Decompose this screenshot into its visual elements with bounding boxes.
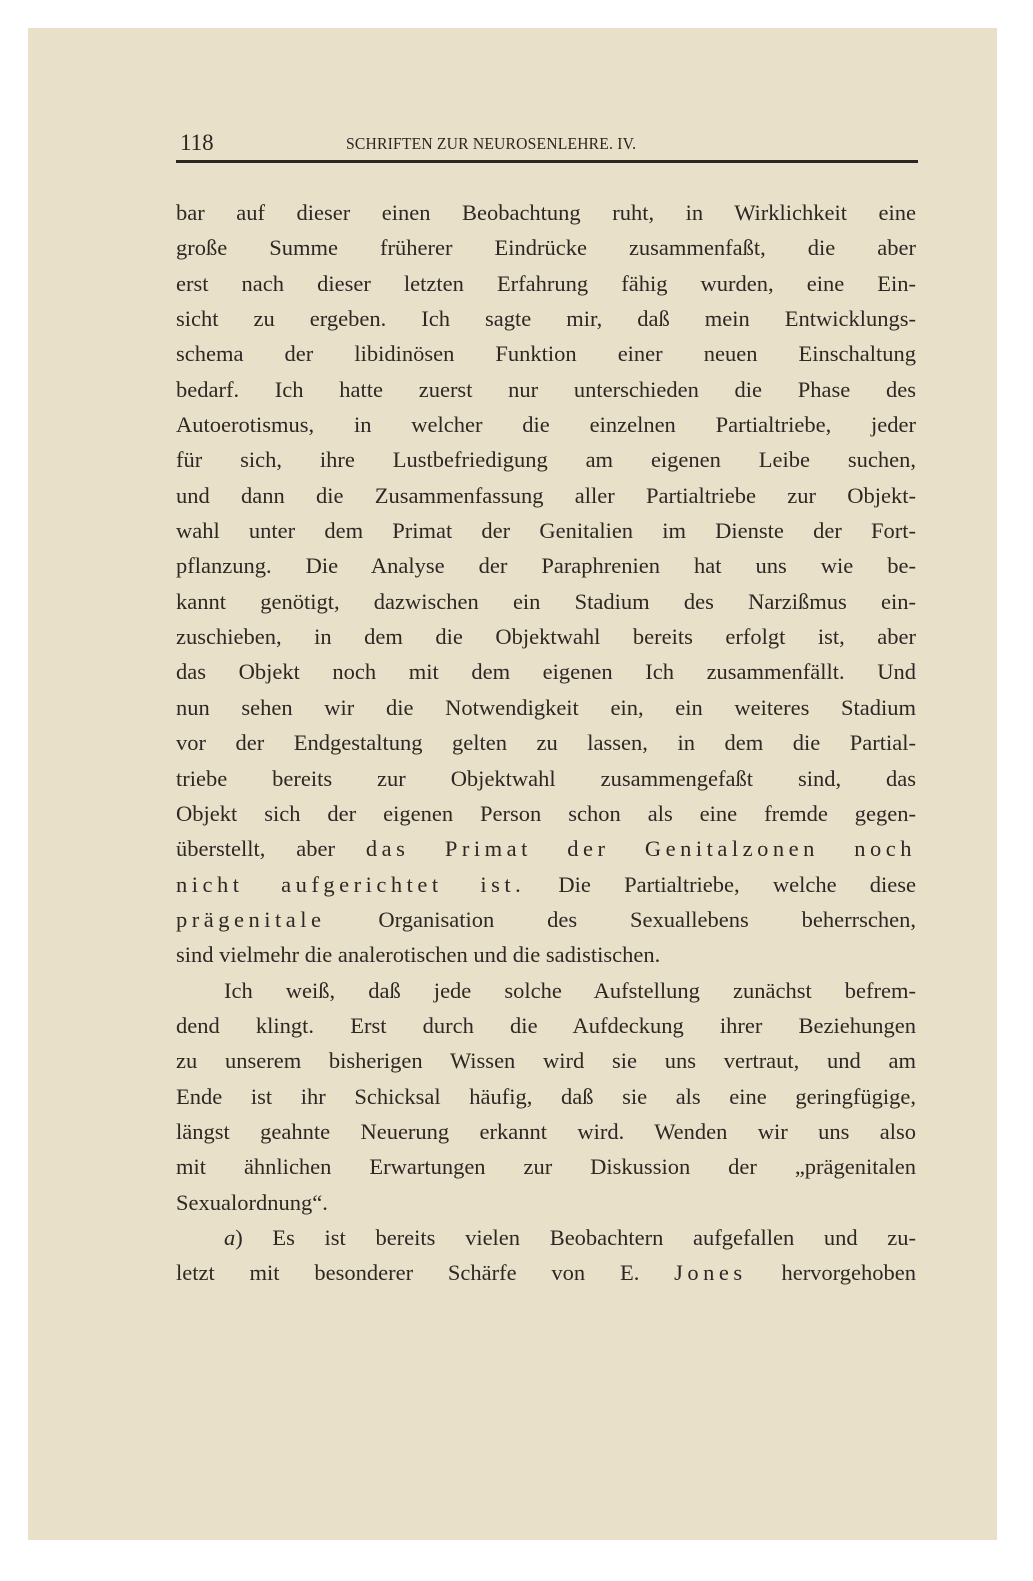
text-line <box>176 301 916 336</box>
text-segment: Organisation des Sexuallebens beherrschen, <box>325 906 916 932</box>
text-segment: und dann die Zusammenfassung aller Partialtriebe zur Objekt- <box>176 482 916 508</box>
text-line <box>176 654 916 689</box>
text-line <box>176 513 916 548</box>
header-rule <box>176 160 918 163</box>
text-segment: hervorgehoben <box>746 1260 916 1286</box>
text-line <box>176 725 916 760</box>
text-segment: schema der libidinösen Funktion einer neuen Einschaltung <box>176 341 916 367</box>
text-segment: ) Es ist bereits vielen Beobachtern aufgefallen und zu- <box>235 1224 916 1250</box>
text-segment: erst nach dieser letzten Erfahrung fähig wurden, eine Ein- <box>176 270 916 296</box>
text-segment: große Summe früherer Eindrücke zusammenfaßt, die aber <box>176 235 916 261</box>
text-line <box>176 1185 916 1220</box>
text-line <box>176 937 916 972</box>
text-segment: zu unserem bisherigen Wissen wird sie uns vertraut, und am <box>176 1048 916 1074</box>
text-segment: zuschieben, in dem die Objektwahl bereits erfolgt ist, aber <box>176 624 916 650</box>
running-title: SCHRIFTEN ZUR NEUROSENLEHRE. IV. <box>346 134 637 153</box>
text-segment: dend klingt. Erst durch die Aufdeckung ihrer Beziehungen <box>176 1012 916 1038</box>
spaced-emphasis: prägenitale <box>176 906 326 932</box>
text-line <box>176 690 916 725</box>
text-segment: für sich, ihre Lustbefriedigung am eigenen Leibe suchen, <box>176 447 916 473</box>
text-segment: Ende ist ihr Schicksal häufig, daß sie als eine geringfügige, <box>176 1083 916 1109</box>
text-segment: überstellt, aber <box>176 836 366 862</box>
text-line <box>176 973 916 1008</box>
text-segment: Sexualordnung“. <box>176 1189 328 1215</box>
text-line <box>176 831 916 866</box>
page-number: 118 <box>180 130 214 155</box>
text-segment: wahl unter dem Primat der Genitalien im Dienste der Fort- <box>176 518 916 544</box>
text-segment: längst geahnte Neuerung erkannt wird. Wenden wir uns also <box>176 1118 916 1144</box>
text-line <box>176 902 916 937</box>
text-segment: bar auf dieser einen Beobachtung ruht, in Wirklichkeit eine <box>176 200 916 225</box>
text-segment: nun sehen wir die Notwendigkeit ein, ein weiteres Stadium <box>176 694 916 720</box>
text-segment: Die Partialtriebe, welche diese <box>525 871 916 897</box>
text-line <box>176 761 916 796</box>
spaced-emphasis: Jones <box>674 1260 747 1286</box>
text-line <box>176 1255 916 1290</box>
text-line <box>176 1043 916 1078</box>
spaced-emphasis: das Primat der Genitalzonen noch <box>365 836 916 862</box>
text-segment: vor der Endgestaltung gelten zu lassen, in dem die Partial- <box>176 730 916 756</box>
text-line <box>176 372 916 407</box>
text-segment: bedarf. Ich hatte zuerst nur unterschieden die Phase des <box>176 376 916 402</box>
text-line <box>176 867 916 902</box>
text-line <box>176 1149 916 1184</box>
text-line <box>176 796 916 831</box>
spaced-emphasis: nicht aufgerichtet ist. <box>176 871 526 897</box>
text-segment: kannt genötigt, dazwischen ein Stadium des Narzißmus ein- <box>176 588 916 614</box>
text-line <box>176 195 916 230</box>
text-line <box>176 584 916 619</box>
text-line <box>176 407 916 442</box>
text-line <box>176 266 916 301</box>
text-line <box>176 478 916 513</box>
text-line <box>176 442 916 477</box>
text-segment: Autoerotismus, in welcher die einzelnen Partialtriebe, jeder <box>176 412 916 438</box>
text-segment: a <box>224 1224 236 1250</box>
text-line <box>176 230 916 265</box>
text-segment: Ich weiß, daß jede solche Aufstellung zunächst befrem- <box>224 977 916 1003</box>
text-line <box>176 619 916 654</box>
text-line <box>176 1220 916 1255</box>
text-line <box>176 1079 916 1114</box>
text-segment: triebe bereits zur Objektwahl zusammengefaßt sind, das <box>176 765 916 791</box>
text-segment: pflanzung. Die Analyse der Paraphrenien hat uns wie be- <box>176 553 916 579</box>
text-line <box>176 1114 916 1149</box>
text-segment: sind vielmehr die analerotischen und die sadistischen. <box>176 942 661 968</box>
body-text <box>176 195 916 1291</box>
text-line <box>176 336 916 371</box>
text-line <box>176 1008 916 1043</box>
text-line <box>176 548 916 583</box>
text-segment: Objekt sich der eigenen Person schon als eine fremde gegen- <box>176 800 916 826</box>
text-segment: sicht zu ergeben. Ich sagte mir, daß mein Entwicklungs- <box>176 306 916 332</box>
page-header <box>176 128 918 158</box>
text-segment: das Objekt noch mit dem eigenen Ich zusammenfällt. Und <box>176 659 916 685</box>
text-segment: letzt mit besonderer Schärfe von E. <box>176 1260 675 1286</box>
text-segment: mit ähnlichen Erwartungen zur Diskussion der „prägenitalen <box>176 1154 916 1180</box>
